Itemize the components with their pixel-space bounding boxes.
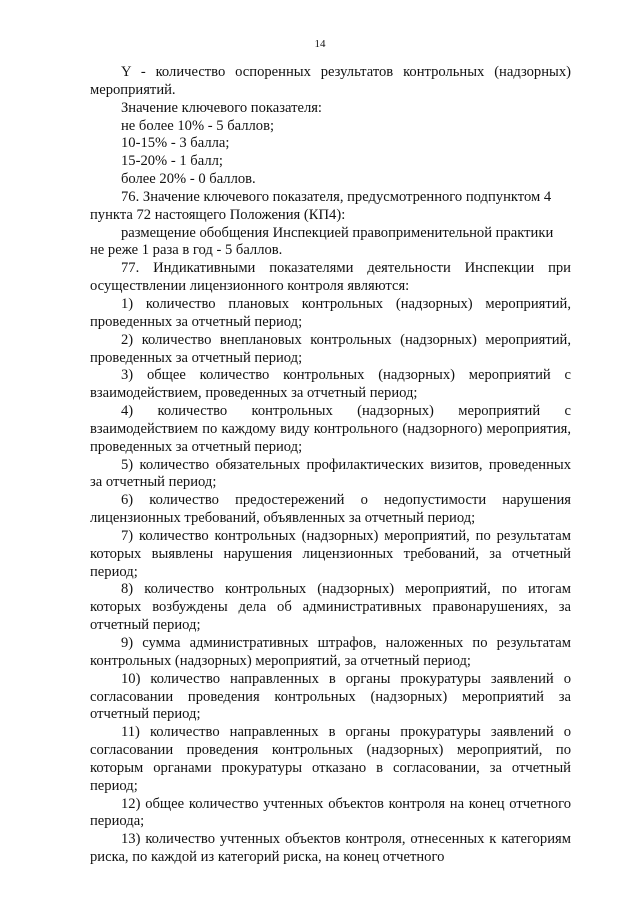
paragraph: 3) общее количество контрольных (надзорных) мероприятий с взаимодействием, проведенных за отчетный период; [90,367,571,402]
paragraph: 11) количество направленных в органы прокуратуры заявлений о согласовании проведения контрольных (надзорных) мероприятий, по которым органами прокуратуры отказано в согласовании, за отчетный период; [90,724,571,794]
paragraph: размещение обобщения Инспекцией правоприменительной практики не реже 1 раза в год - 5 баллов. [90,224,554,259]
paragraph: 7) количество контрольных (надзорных) мероприятий, по результатам которых выявлены нарушения лицензионных требований, за отчетный период; [90,527,571,580]
paragraph: 77. Индикативными показателями деятельности Инспекции при осуществлении лицензионного контроля являются: [90,260,571,295]
paragraph: не более 10% - 5 баллов; [121,117,275,134]
paragraph: 2) количество внеплановых контрольных (надзорных) мероприятий, проведенных за отчетный период; [90,331,571,366]
paragraph: 10) количество направленных в органы прокуратуры заявлений о согласовании проведения контрольных (надзорных) мероприятий за отчетный период; [90,670,571,723]
document-body [90,64,571,867]
paragraph: Y - количество оспоренных результатов контрольных (надзорных) мероприятий. [90,64,571,98]
paragraph: 10-15% - 3 балла; [121,135,230,152]
paragraph: 15-20% - 1 балл; [121,153,223,170]
paragraph: 4) количество контрольных (надзорных) мероприятий с взаимодействием по каждому виду контрольного (надзорного) мероприятия, проведенных за отчетный период; [90,403,571,455]
paragraph: 13) количество учтенных объектов контроля, отнесенных к категориям риска, по каждой из категорий риска, на конец отчетного [90,831,571,866]
paragraph: более 20% - 0 баллов. [121,171,256,188]
paragraph: 8) количество контрольных (надзорных) мероприятий, по итогам которых возбуждены дела об административных правонарушениях, за отчетный период; [90,581,571,634]
paragraph: 76. Значение ключевого показателя, предусмотренного подпунктом 4 пункта 72 настоящего Положения (КП4): [90,188,552,223]
paragraph: 9) сумма административных штрафов, наложенных по результатам контрольных (надзорных) мероприятий, за отчетный период; [90,635,571,669]
paragraph: Значение ключевого показателя: [121,99,322,116]
paragraph: 5) количество обязательных профилактических визитов, проведенных за отчетный период; [90,456,571,491]
paragraph: 12) общее количество учтенных объектов контроля на конец отчетного периода; [90,795,571,830]
paragraph: 1) количество плановых контрольных (надзорных) мероприятий, проведенных за отчетный период; [90,295,571,330]
page-number: 14 [314,38,326,50]
paragraph: 6) количество предостережений о недопустимости нарушения лицензионных требований, объявленных за отчетный период; [90,492,571,527]
